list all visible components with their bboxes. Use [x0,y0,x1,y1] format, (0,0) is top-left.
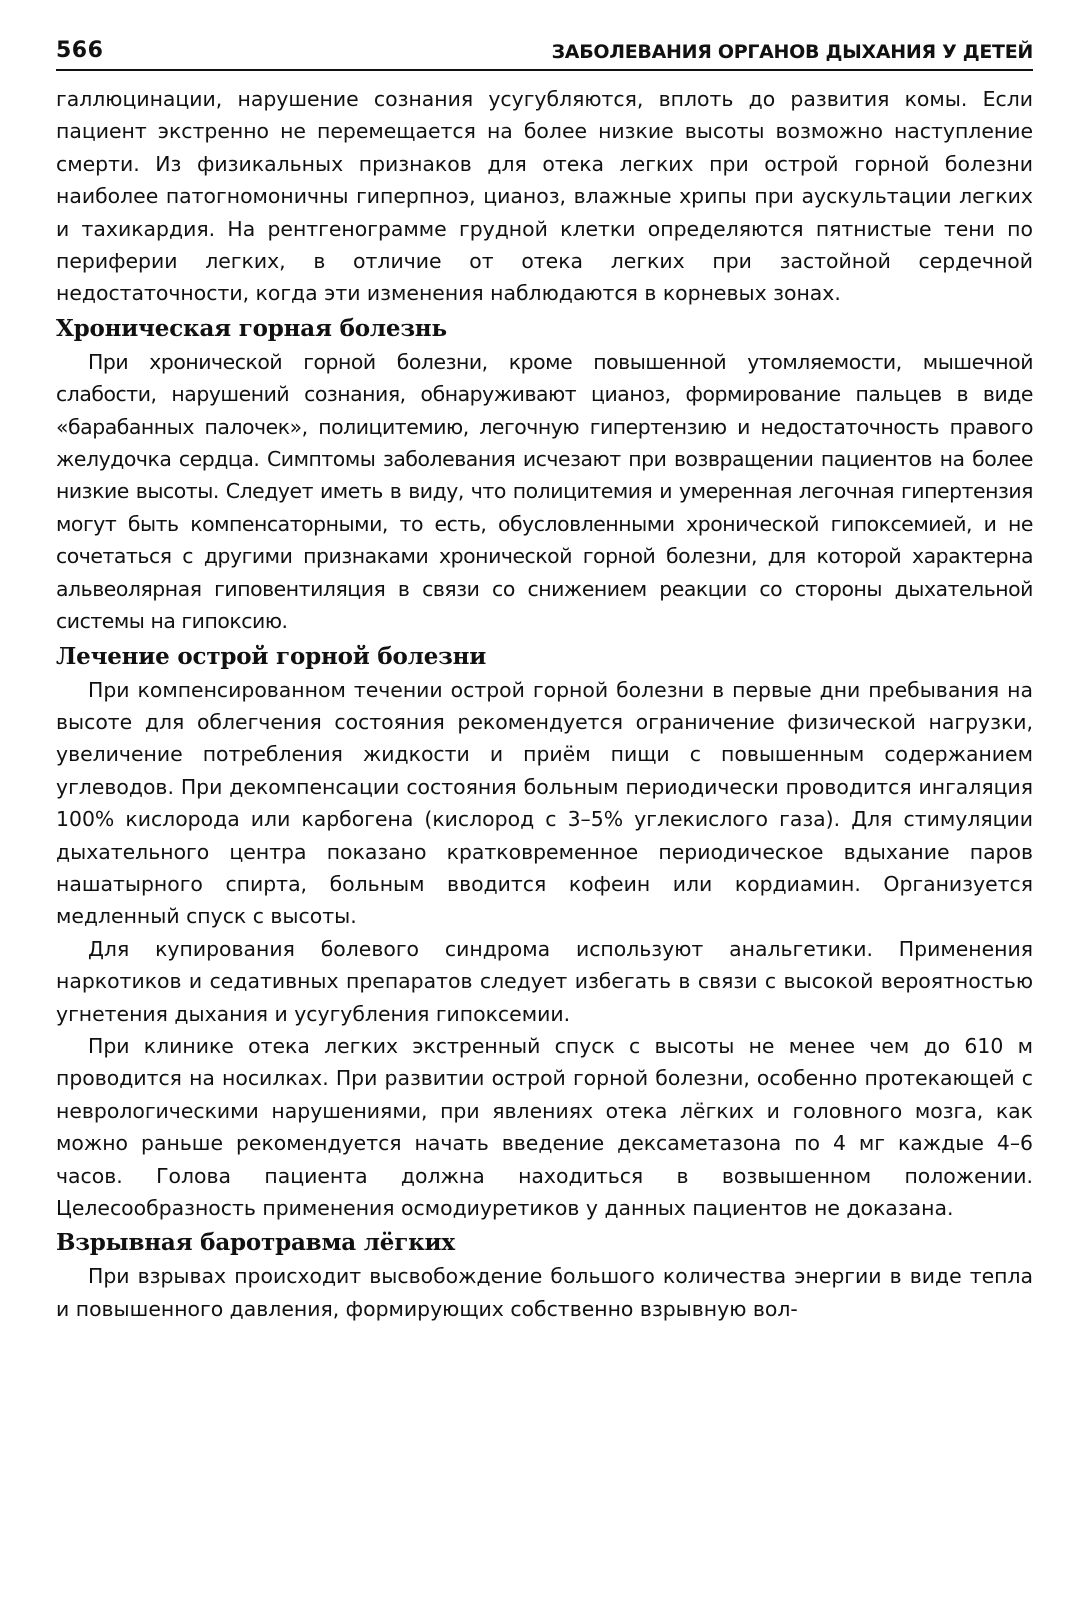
heading-blast-barotrauma: Взрывная баротравма лёгких [56,1229,455,1257]
page-number: 566 [56,38,104,63]
paragraph-chronic-mountain-sickness: При хронической горной болезни, кроме повышенной утомляемости, мышечной слабости, нарушений сознания, обнаруживают цианоз, формирование пальцев в виде «барабанных палочек», полицитемию, легочную гипертензию и недостаточность правого желудочка сердца. Симптомы заболевания исчезают при возвращении пациентов на более низкие высоты. Следует иметь в виду, что полицитемия и умеренная легочная гипертензия могут быть компенсаторными, то есть, обусловленными хронической гипоксемией, и не сочетаться с другими признаками хронической горной болезни, для которой характерна альвеолярная гиповентиляция в связи со снижением реакции со стороны дыхательной системы на гипоксию. [56,349,1033,634]
running-header [56,38,1033,71]
heading-chronic-mountain-sickness: Хроническая горная болезнь [56,314,447,342]
body-text [56,83,1033,1325]
paragraph-acute-treatment: При компенсированном течении острой горной болезни в первые дни пребывания на высоте для облегчения состояния рекомендуется ограничение физической нагрузки, увеличение потребления жидкости и приём пищи с повышенным содержанием углеводов. При декомпенсации состояния больным периодически проводится ингаляция 100% кислорода или карбогена (кислород с 3–5% углекислого газа). Для стимуляции дыхательного центра показано кратковременное периодическое вдыхание паров нашатырного спирта, больным вводится кофеин или кордиамин. Организуется медленный спуск с высоты. [56,677,1033,929]
paragraph-blast-barotrauma: При взрывах происходит высвобождение большого количества энергии в виде тепла и повышенного давления, формирующих собственно взрывную вол- [56,1264,1033,1321]
paragraph-analgesics: Для купирования болевого синдрома используют анальгетики. Применения наркотиков и седативных препаратов следует избегать в связи с высокой вероятностью угнетения дыхания и усугубления гипоксемии. [56,936,1033,1026]
paragraph-continuation: галлюцинации, нарушение сознания усугубляются, вплоть до развития комы. Если пациент экстренно не перемещается на более низкие высоты возможно наступление смерти. Из физикальных признаков для отека легких при острой горной болезни наиболее патогномоничны гиперпноэ, цианоз, влажные хрипы при аускультации легких и тахикардия. На рентгенограмме грудной клетки определяются пятнистые тени по периферии легких, в отличие от отека легких при застойной сердечной недостаточности, когда эти изменения наблюдаются в корневых зонах. [56,87,1033,306]
heading-acute-treatment: Лечение острой горной болезни [56,642,487,670]
paragraph-pulmonary-edema: При клинике отека легких экстренный спуск с высоты не менее чем до 610 м проводится на носилках. При развитии острой горной болезни, особенно протекающей с неврологическими нарушениями, при явлениях отека лёгких и головного мозга, как можно раньше рекомендуется начать введение дексаметазона по 4 мг каждые 4–6 часов. Голова пациента должна находиться в возвышенном положении. Целесообразность применения осмодиуретиков у данных пациентов не доказана. [56,1033,1033,1220]
running-title: ЗАБОЛЕВАНИЯ ОРГАНОВ ДЫХАНИЯ У ДЕТЕЙ [551,41,1033,63]
